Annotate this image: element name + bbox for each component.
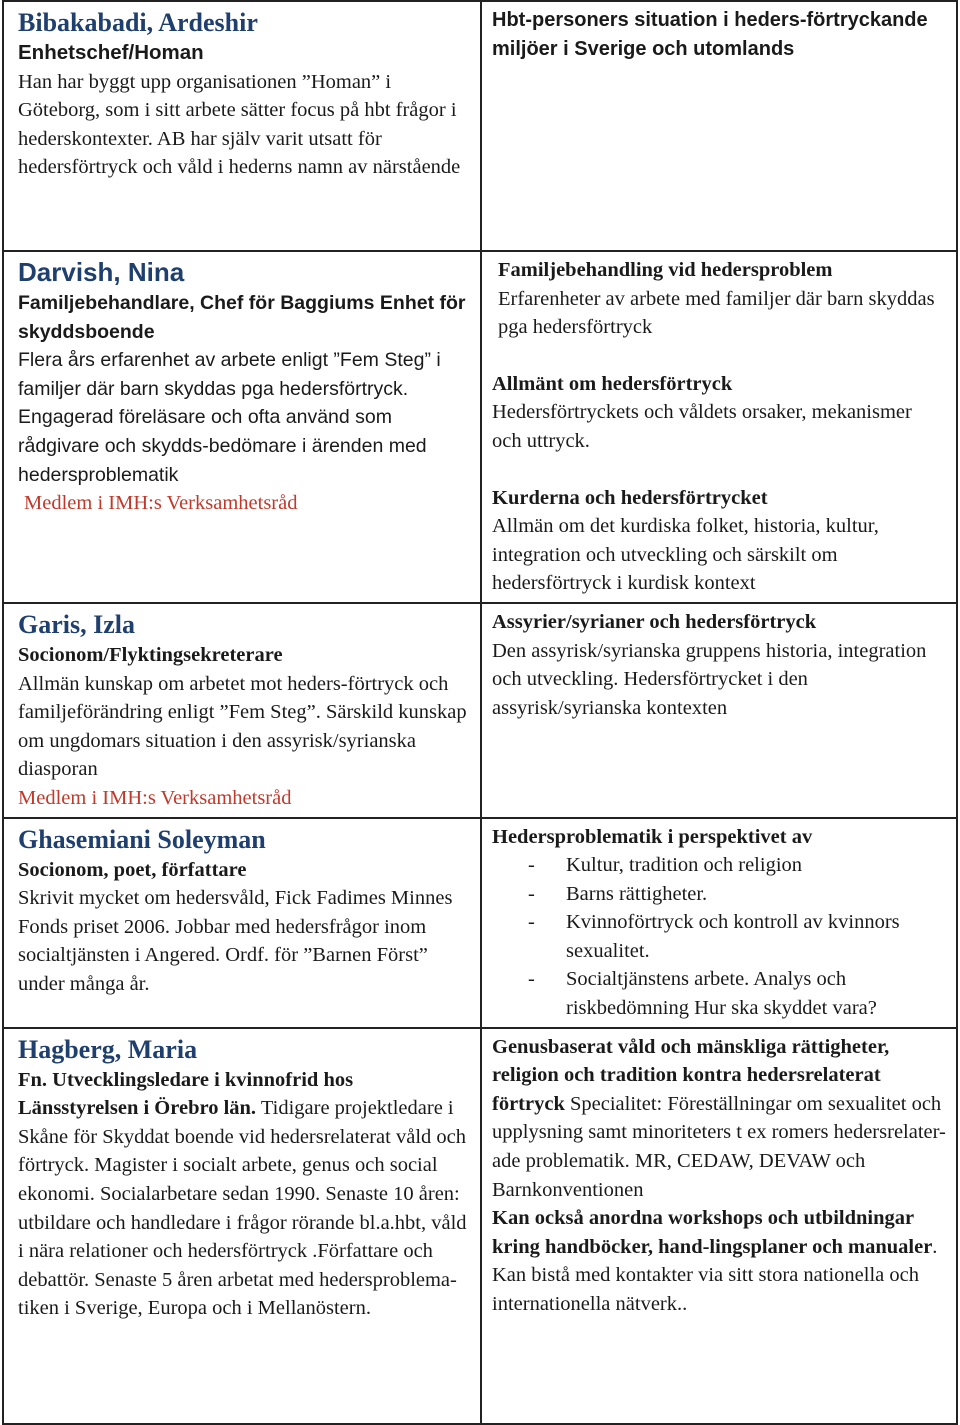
person-cell [3, 818, 481, 1028]
topic-cell [481, 603, 957, 818]
person-name: Ghasemiani Soleyman [18, 824, 266, 854]
list-item-text: Barns rättigheter. [566, 882, 708, 905]
dash-bullet: - [528, 911, 535, 934]
person-description: Skrivit mycket om hedersvåld, Fick Fadimes Minnes Fonds priset 2006. Jobbar med hedersfrågor inom socialtjänsten i Angered. Ordf. för ”Barnen Först” under många år. [18, 887, 453, 995]
topic-title: Allmänt om hedersförtryck [492, 372, 733, 395]
extra-bold-text: Kan också anordna workshops och utbildningar kring handböcker, hand-lingsplaner och manualer [492, 1207, 933, 1258]
topic-text: Allmän om det kurdiska folket, historia, kultur, integration och utveckling och särskilt om hedersförtryck i kurdisk kontext [492, 515, 879, 595]
extra-text: . Kan bistå med kontakter via sitt stora nationella och internationella nätverk.. [492, 1235, 938, 1315]
member-note: Medlem i IMH:s Verksamhetsråd [18, 786, 292, 809]
topic-text: Hedersförtryckets och våldets orsaker, mekanismer och uttryck. [492, 401, 912, 452]
person-cell [3, 251, 481, 603]
list-item-text: Socialtjänstens arbete. Analys och riskbedömning Hur ska skyddet vara? [566, 968, 877, 1020]
expert-table [2, 0, 958, 1425]
person-cell [3, 1, 481, 251]
table-row [3, 251, 957, 603]
topic-title: Kurderna och hedersförtrycket [492, 486, 768, 509]
person-name: Garis, Izla [18, 609, 135, 639]
person-description: Tidigare projektledare i Skåne för Skyddat boende vid hedersrelaterat våld och förtryck. Magister i socialt arbete, genus och social ekonomi. Socialarbetare sedan 1990. Senaste 10 åren: utbildare och handledare i frågor rörande bl.a.hbt, våld i nära relationer och hedersförtryck .Författare och debattör. Senaste 5 åren arbetat med hedersproblema-tiken i Sverige, Europa och i Mellanöstern. [18, 1097, 467, 1320]
table-row [3, 603, 957, 818]
dash-bullet: - [528, 968, 535, 991]
topic-text: Specialitet: Föreställningar om sexualitet och upplysning samt minoriteters t ex romers hedersrelater-ade problematik. MR, CEDAW, DEVAW och Barnkonventionen [492, 1092, 946, 1201]
person-description: Han har byggt upp organisationen ”Homan” i Göteborg, som i sitt arbete sätter focus på hbt frågor i hederskontexter. AB har själv varit utsatt för hedersförtryck och våld i hederns namn av närstående [18, 70, 461, 179]
list-item [492, 965, 946, 1022]
topic-cell [481, 1028, 957, 1424]
list-item [492, 851, 946, 880]
person-role: Fn. Utvecklingsledare i kvinnofrid hos Länsstyrelsen i Örebro län. [18, 1068, 354, 1120]
spacer [492, 342, 946, 370]
topic-text: Den assyrisk/syrianska gruppens historia, integration och utveckling. Hedersförtrycket i den assyrisk/syrianska kontexten [492, 639, 927, 719]
person-role: Familjebehandlare, Chef för Baggiums Enhet för skyddsboende [18, 292, 466, 343]
dash-bullet: - [528, 882, 535, 905]
person-name: Hagberg, Maria [18, 1034, 198, 1064]
person-role: Enhetschef/Homan [18, 41, 204, 64]
topic-list [492, 851, 946, 1023]
list-item [492, 880, 946, 909]
extra-block [492, 1204, 946, 1318]
person-description: Allmän kunskap om arbetet mot heders-förtryck och familjeförändring enligt ”Fem Steg”. Särskild kunskap om ungdomars situation i den assyrisk/syrianska diasporan [18, 672, 467, 781]
table-row [3, 1, 957, 251]
topic-title: Assyrier/syrianer och hedersförtryck [492, 610, 817, 633]
list-item-text: Kvinnoförtryck och kontroll av kvinnors sexualitet. [566, 911, 900, 962]
table-row [3, 1028, 957, 1424]
dash-bullet: - [528, 854, 535, 877]
topic-cell [481, 818, 957, 1028]
topic-title: Hbt-personers situation i heders-förtryckande miljöer i Sverige och utomlands [492, 9, 928, 60]
person-name: Darvish, Nina [18, 257, 185, 287]
person-cell [3, 1028, 481, 1424]
member-note: Medlem i IMH:s Verksamhetsråd [24, 492, 298, 515]
topic-text: Erfarenheter av arbete med familjer där barn skyddas pga hedersförtryck [498, 287, 935, 339]
table-row [3, 818, 957, 1028]
person-role: Socionom/Flyktingsekreterare [18, 643, 283, 666]
topic-cell [481, 1, 957, 251]
topic-cell [481, 251, 957, 603]
person-cell [3, 603, 481, 818]
person-role: Socionom, poet, författare [18, 858, 247, 881]
person-description: Flera års erfarenhet av arbete enligt ”Fem Steg” i familjer där barn skyddas pga hedersförtryck. Engagerad föreläsare och ofta använd som rådgivare och skydds-bedömare i ärenden med hedersproblematik [18, 349, 441, 486]
list-item [492, 908, 946, 965]
topic-title: Hedersproblematik i perspektivet av [492, 825, 813, 848]
person-name: Bibakabadi, Ardeshir [18, 8, 258, 37]
list-item-text: Kultur, tradition och religion [566, 854, 803, 877]
spacer [492, 456, 946, 484]
topic-title: Genusbaserat våld och mänskliga rättigheter, religion och tradition kontra hedersrelaterat förtryck [492, 1035, 890, 1115]
topic-title: Familjebehandling vid hedersproblem [498, 259, 833, 281]
